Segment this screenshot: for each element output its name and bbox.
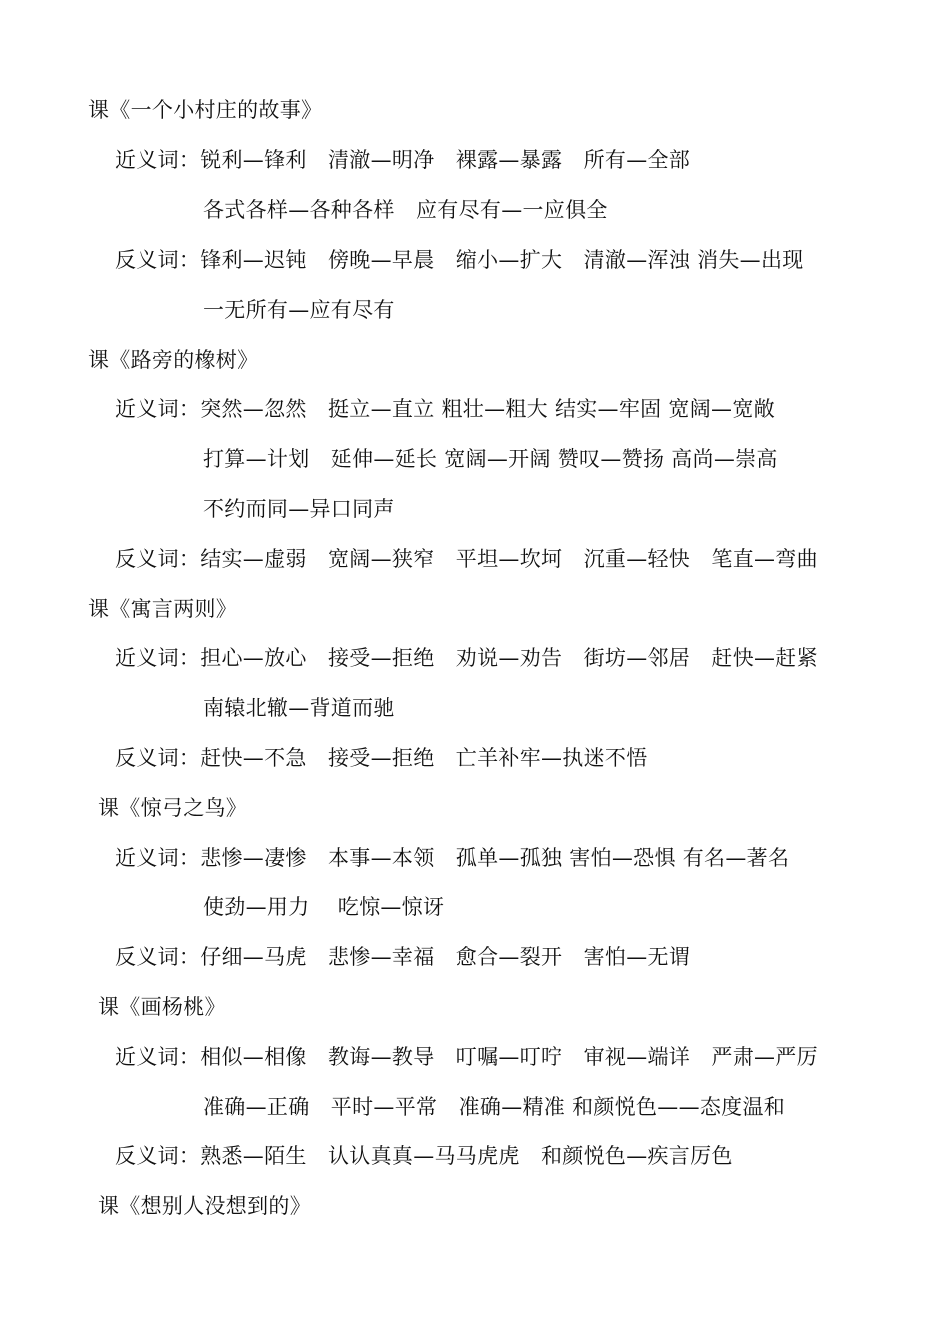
synonyms-continuation: 南辕北辙—背道而驰	[203, 696, 395, 720]
lesson-title: 课《想别人没想到的》	[98, 1194, 311, 1218]
antonyms-continuation: 一无所有—应有尽有	[203, 298, 395, 322]
antonyms-line: 反义词：熟悉—陌生 认认真真—马马虎虎 和颜悦色—疾言厉色	[115, 1144, 733, 1168]
synonyms-continuation: 打算—计划 延伸—延长 宽阔—开阔 赞叹—赞扬 高尚—崇高	[203, 447, 778, 471]
antonyms-line: 反义词：结实—虚弱 宽阔—狭窄 平坦—坎坷 沉重—轻快 笔直—弯曲	[115, 547, 818, 571]
antonyms-line: 反义词：锋利—迟钝 傍晚—早晨 缩小—扩大 清澈—浑浊 消失—出现	[115, 248, 804, 272]
synonyms-continuation: 不约而同—异口同声	[203, 497, 395, 521]
antonyms-line: 反义词：赶快—不急 接受—拒绝 亡羊补牢—执迷不悟	[115, 746, 648, 770]
lesson-title: 课《寓言两则》	[88, 597, 238, 621]
synonyms-continuation: 准确—正确 平时—平常 准确—精准 和颜悦色——态度温和	[203, 1095, 786, 1119]
synonyms-continuation: 使劲—用力 吃惊—惊讶	[203, 895, 445, 919]
lesson-title: 课《画杨桃》	[98, 995, 226, 1019]
synonyms-line: 近义词：突然—忽然 挺立—直立 粗壮—粗大 结实—牢固 宽阔—宽敞	[115, 397, 775, 421]
synonyms-line: 近义词：相似—相像 教诲—教导 叮嘱—叮咛 审视—端详 严肃—严厉	[115, 1045, 818, 1069]
lesson-title: 课《一个小村庄的故事》	[88, 98, 323, 122]
synonyms-line: 近义词：悲惨—凄惨 本事—本领 孤单—孤独 害怕—恐惧 有名—著名	[115, 846, 790, 870]
lesson-title: 课《惊弓之鸟》	[98, 796, 248, 820]
synonyms-line: 近义词：锐利—锋利 清澈—明净 裸露—暴露 所有—全部	[115, 148, 691, 172]
antonyms-line: 反义词：仔细—马虎 悲惨—幸福 愈合—裂开 害怕—无谓	[115, 945, 691, 969]
lesson-title: 课《路旁的橡树》	[88, 348, 259, 372]
synonyms-line: 近义词：担心—放心 接受—拒绝 劝说—劝告 街坊—邻居 赶快—赶紧	[115, 646, 818, 670]
synonyms-continuation: 各式各样—各种各样 应有尽有—一应俱全	[203, 198, 608, 222]
